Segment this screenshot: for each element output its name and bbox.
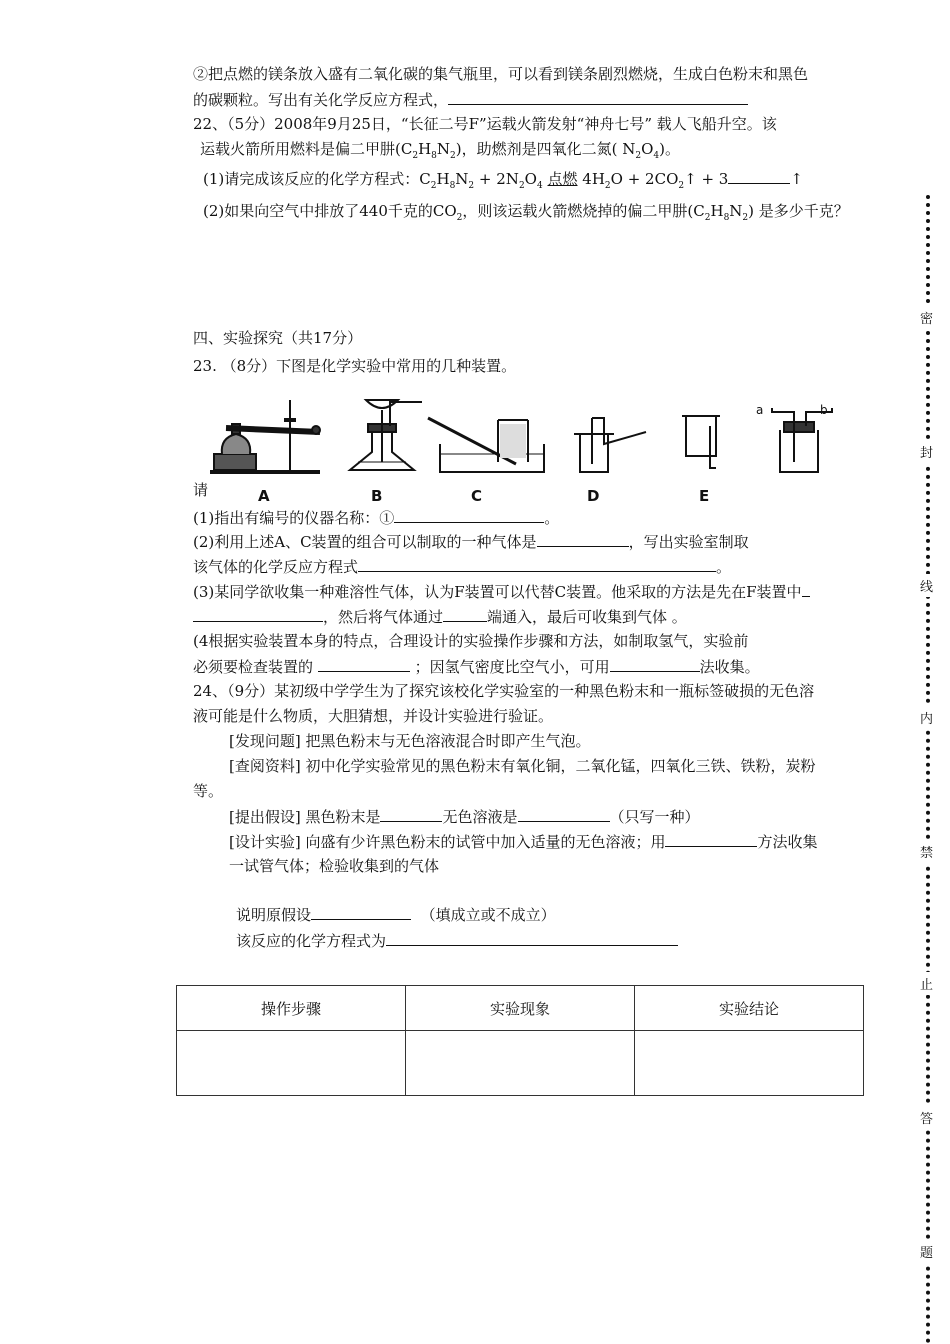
label-a: a — [756, 403, 764, 417]
q24-equation: 该反应的化学方程式为 — [236, 930, 678, 951]
q23-part4-line2: 必须要检查装置的 ；因氢气密度比空气小，可用 法收集。 — [193, 658, 760, 676]
q22-line2: 运载火箭所用燃料是偏二甲肼$(C_2H_8N_2)$，助燃剂是四氧化二氮( $N_2O_4$)。 — [200, 140, 681, 161]
q22-part1: (1)请完成该反应的化学方程式：$C_2H_8N_2 + 2N_2O_4$ 点燃 $4H_2O$ + $2CO_2↑ + 3$ ↑ — [203, 170, 803, 191]
table-header: 实验结论 — [635, 986, 864, 1031]
q24-line2: 液可能是什么物质，大胆猜想，并设计实验进行验证。 — [193, 707, 554, 725]
q23-part2-line1: (2)利用上述A、C装置的组合可以制取的一种气体是 ，写出实验室制取 — [193, 533, 749, 551]
q24-line1: 24、（9分）某初级中学学生为了探究该校化学实验室的一种黑色粉末和一瓶标签破损的无色溶 — [193, 682, 815, 700]
table-cell-steps[interactable] — [177, 1031, 406, 1096]
apparatus-c — [428, 418, 544, 472]
label-apparatus-c: C — [471, 487, 483, 505]
seal-char: 答 — [920, 1106, 933, 1129]
q24-explain: 说明原假设 （填成立或不成立） — [236, 906, 556, 924]
label-apparatus-e: E — [699, 487, 710, 505]
q24-discover: [发现问题] 把黑色粉末与无色溶液混合时即产生气泡。 — [229, 732, 591, 750]
q24-design-line2: 一试管气体；检验收集到的气体 — [229, 857, 440, 875]
q24-hypothesis-result-blank[interactable] — [311, 904, 411, 920]
apparatus-b — [350, 400, 422, 470]
q24-lookup-line1: [查阅资料] 初中化学实验常见的黑色粉末有氧化铜，二氧化锰，四氧化三铁、铁粉，炭粉 — [229, 757, 816, 775]
q23-4-method-blank[interactable] — [610, 656, 700, 672]
q24-lookup-line2: 等。 — [193, 782, 224, 800]
q23-3-end-blank[interactable] — [443, 606, 487, 622]
q24-hypothesis: [提出假设] 黑色粉末是 无色溶液是 （只写一种） — [229, 808, 700, 826]
table-header: 实验现象 — [406, 986, 635, 1031]
q22-product-blank[interactable] — [728, 168, 790, 184]
seal-char: 密 — [920, 306, 933, 329]
seal-char: 止 — [920, 972, 933, 995]
apparatus-e — [682, 416, 720, 468]
seal-dotted-line — [926, 195, 936, 1344]
q24-collect-method-blank[interactable] — [665, 831, 757, 847]
label-apparatus-b: B — [371, 487, 383, 505]
apparatus-a — [210, 400, 320, 472]
q24-powder-blank[interactable] — [380, 806, 442, 822]
section4-title: 四、实验探究（共17分） — [193, 329, 363, 347]
label-apparatus-a: A — [258, 487, 270, 505]
label-b: b — [820, 403, 828, 417]
apparatus-d — [574, 418, 646, 472]
seal-char: 线 — [920, 574, 933, 597]
experiment-table — [176, 985, 864, 1096]
q23-3-blank-b[interactable] — [193, 606, 323, 622]
q23-2-gas-blank[interactable] — [537, 531, 629, 547]
q22-line1: 22、（5分）2008年9月25日，“长征二号F”运载火箭发射“神舟七号” 载人飞船升空。该 — [193, 115, 777, 133]
q21-line2: 的碳颗粒。写出有关化学反应方程式， — [193, 89, 748, 110]
q23-4-check-blank[interactable] — [318, 656, 410, 672]
q23-3-blank-a[interactable] — [802, 581, 810, 597]
q23-part3-line1: (3)某同学欲收集一种难溶性气体，认为F装置可以代替C装置。他采取的方法是先在F装置中 — [193, 581, 810, 602]
q23-1-blank[interactable] — [394, 507, 544, 523]
table-header: 操作步骤 — [177, 986, 406, 1031]
q24-design-line1: [设计实验] 向盛有少许黑色粉末的试管中加入适量的无色溶液；用 方法收集 — [229, 833, 818, 851]
q24-solution-blank[interactable] — [518, 806, 610, 822]
table-row — [177, 1031, 864, 1096]
q23-part3-line2: ，然后将气体通过 端通入，最后可收集到气体 。 — [193, 606, 687, 627]
table-cell-conclusion[interactable] — [635, 1031, 864, 1096]
q22-part2: (2)如果向空气中排放了440千克的$CO_2$，则该运载火箭燃烧掉的偏二甲肼$(C_2H_8N_2)$ 是多少千克？ — [203, 202, 849, 223]
q23-intro: 23. （8分）下图是化学实验中常用的几种装置。 — [193, 357, 517, 375]
seal-char: 题 — [920, 1240, 933, 1263]
reaction-condition: 点燃 — [547, 170, 578, 188]
label-apparatus-d: D — [587, 487, 600, 505]
q23-2-equation-blank[interactable] — [358, 556, 716, 572]
q24-equation-blank[interactable] — [386, 930, 678, 946]
q23-part4-line1: (4根据实验装置本身的特点，合理设计的实验操作步骤和方法，如制取氢气，实验前 — [193, 632, 749, 650]
q21-answer-blank[interactable] — [448, 89, 748, 105]
q23-part1: (1)指出有编号的仪器名称：① 。 — [193, 509, 560, 527]
q21-line1: ②把点燃的镁条放入盛有二氧化碳的集气瓶里，可以看到镁条剧烈燃烧，生成白色粉末和黑色 — [193, 65, 809, 83]
qing-text: 请 — [193, 481, 209, 499]
seal-char: 禁 — [920, 840, 933, 863]
seal-char: 封 — [920, 440, 933, 463]
q23-part2-line2: 该气体的化学反应方程式 。 — [193, 558, 732, 576]
seal-char: 内 — [920, 706, 933, 729]
table-cell-phenomena[interactable] — [406, 1031, 635, 1096]
